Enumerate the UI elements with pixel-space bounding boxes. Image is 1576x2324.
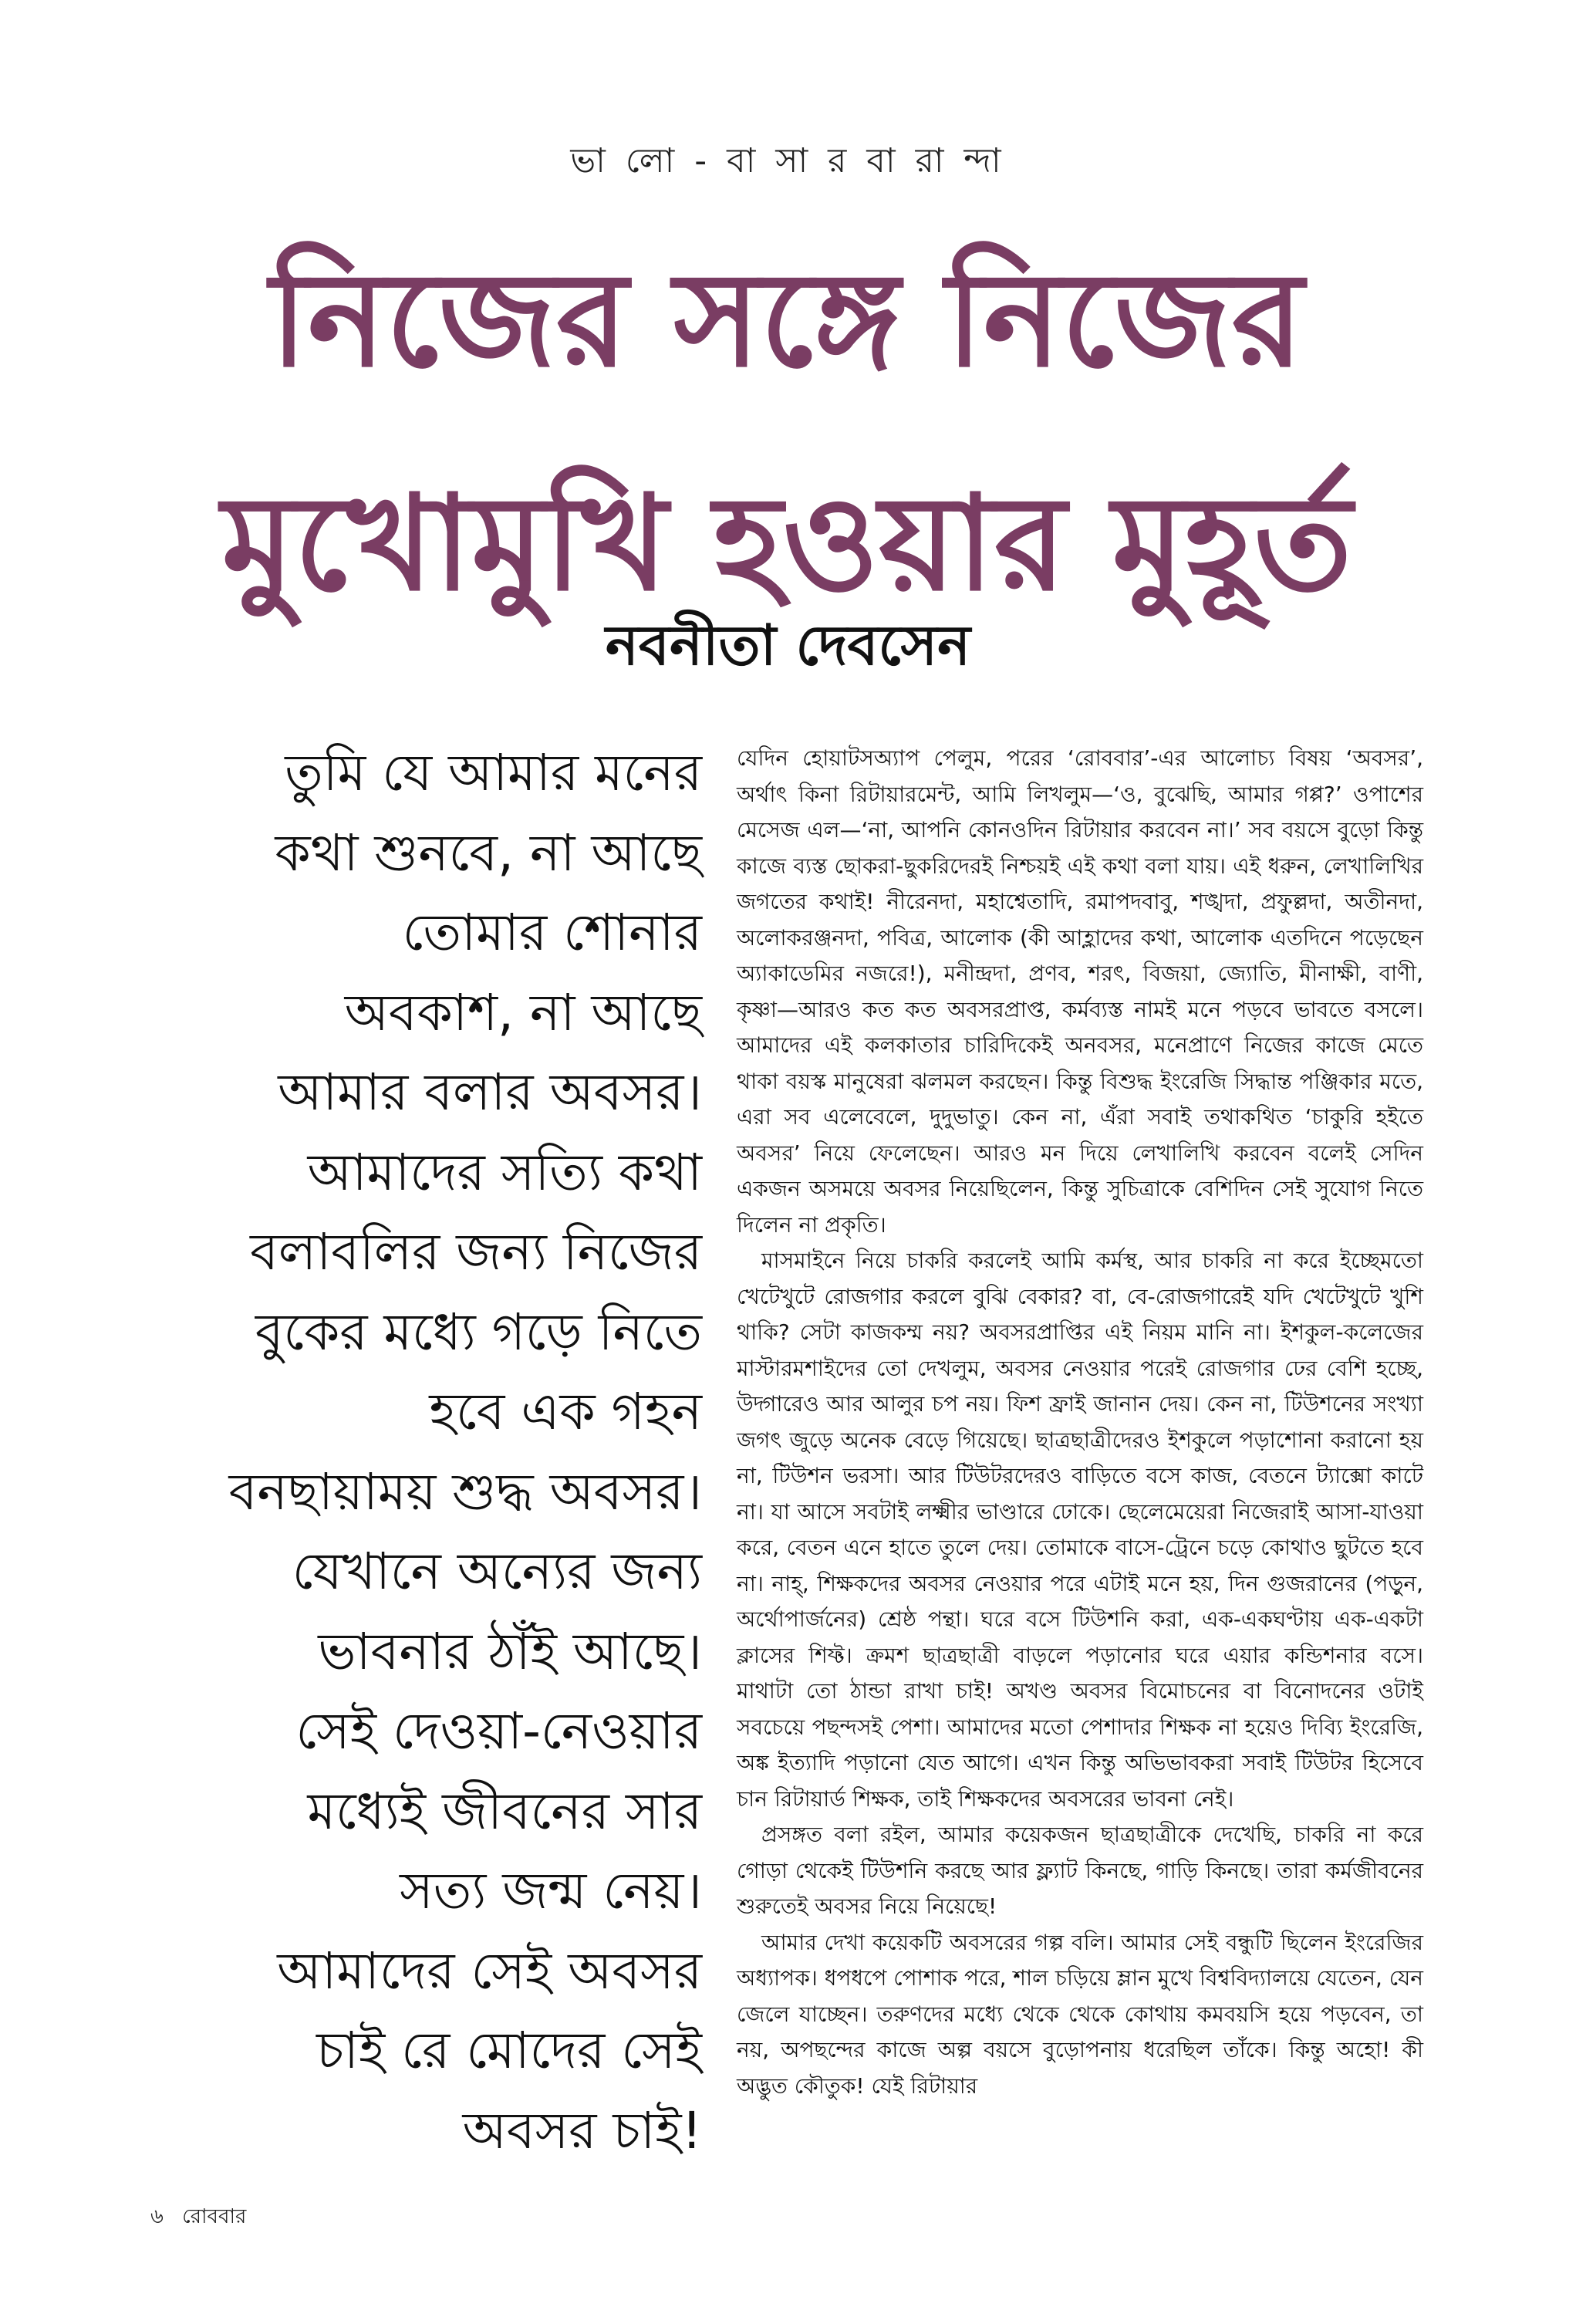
section-label: ভা লো - বা সা র বা রা ন্দা	[570, 141, 1006, 181]
pull-quote-line: ভাবনার ঠাঁই আছে।	[318, 1621, 702, 1681]
pull-quote-line: বুকের মধ্যে গড়ে নিতে	[255, 1302, 702, 1362]
pull-quote-line: তোমার শোনার	[402, 903, 702, 962]
pull-quote-line: অবকাশ, না আছে	[344, 982, 702, 1042]
pull-quote-line: আমাদের সেই অবসর	[277, 1941, 702, 2001]
pull-quote-line: সত্য জন্ম নেয়।	[400, 1861, 702, 1920]
body-paragraph: আমার দেখা কয়েকটি অবসরের গল্প বলি। আমার সেই বন্ধুটি ছিলেন ইংরেজির অধ্যাপক। ধপধপে পোশাক পরে, শাল চড়িয়ে ম্লান মুখে বিশ্ববিদ্যালয়ে যেতেন, যেন জেলে যাচ্ছেন। তরুণদের মধ্যে থেকে থেকে কোথায় কমবয়সি হয়ে পড়বেন, তা নয়, অপছন্দের কাজে অল্প বয়সে বুড়োপনায় ধরেছিল তাঁকে। কিন্তু অহো! কী অদ্ভুত কৌতুক! যেই রিটায়ার	[737, 1929, 1423, 2099]
author-byline: নবনীতা দেবসেন	[605, 613, 971, 677]
pull-quote-line: আমার বলার অবসর।	[278, 1062, 702, 1122]
pull-quote-line: বনছায়াময় শুদ্ধ অবসর।	[228, 1461, 702, 1522]
pull-quote-line: যেখানে অন্যের জন্য	[292, 1542, 702, 1601]
body-paragraph: যেদিন হোয়াটসঅ্যাপ পেলুম, পরের ‘রোববার’-এর আলোচ্য বিষয় ‘অবসর’, অর্থাৎ কিনা রিটায়ারমেন্ট, আমি লিখলুম—‘ও, বুঝেছি, আমার গপ্প?’ ওপাশের মেসেজ এল—‘না, আপনি কোনওদিন রিটায়ার করবেন না।’ সব বয়সে বুড়ো কিন্তু কাজে ব্যস্ত ছোকরা-ছুকরিদেরই নিশ্চয়ই এই কথা বলা যায়। এই ধরুন, লেখালিখির জগতের কথাই! নীরেনদা, মহাশ্বেতাদি, রমাপদবাবু, শঙ্খদা, প্রফুল্লদা, অতীনদা, অলোকরঞ্জনদা, পবিত্র, আলোক (কী আহ্লাদের কথা, আলোক এতদিনে পড়েছেন অ্যাকাডেমির নজরে!), মনীন্দ্রদা, প্রণব, শরৎ, বিজয়া, জ্যোতি, মীনাক্ষী, বাণী, কৃষ্ণা—আরও কত কত অবসরপ্রাপ্ত, কর্মব্যস্ত নামই মনে পড়বে ভাবতে বসলে। আমাদের এই কলকাতার চারিদিকেই অনবসর, মনেপ্রাণে নিজের কাজে মেতে থাকা বয়স্ক মানুষেরা ঝলমল করছেন। কিন্তু বিশুদ্ধ ইংরেজি সিদ্ধান্ত পঞ্জিকার মতে, এরা সব এলেবেলে, দুদুভাতু। কেন না, এঁরা সবাই তথাকথিত ‘চাকুরি হইতে অবসর’ নিয়ে ফেলেছেন। আরও মন দিয়ে লেখালিখি করবেন বলেই সেদিন একজন অসময়ে অবসর নিয়েছিলেন, কিন্তু সুচিত্রাকে বেশিদিন সেই সুযোগ নিতে দিলেন না প্রকৃতি।	[737, 745, 1423, 1238]
pull-quote-line: সেই দেওয়া-নেওয়ার	[295, 1701, 702, 1761]
article-body	[737, 741, 1423, 2104]
headline-line: মুখোমুখি হওয়ার মুহূর্ত	[221, 468, 1352, 620]
pull-quote-line: আমাদের সত্যি কথা	[307, 1142, 702, 1202]
page-number: ৬	[150, 2205, 164, 2228]
body-paragraph: মাসমাইনে নিয়ে চাকরি করলেই আমি কর্মস্থ, আর চাকরি না করে ইচ্ছেমতো খেটেখুটে রোজগার করলে বুঝি বেকার? বা, বে-রোজগারেই যদি খেটেখুটে খুশি থাকি? সেটা কাজকম্ম নয়? অবসরপ্রাপ্তির এই নিয়ম মানি না। ইশকুল-কলেজের মাস্টারমশাইদের তো দেখলুম, অবসর নেওয়ার পরেই রোজগার ঢের বেশি হচ্ছে, উদ্গারেও আর আলুর চপ নয়। ফিশ ফ্রাই জানান দেয়। কেন না, টিউশনের সংখ্যা জগৎ জুড়ে অনেক বেড়ে গিয়েছে। ছাত্রছাত্রীদেরও ইশকুলে পড়াশোনা করানো হয় না, টিউশন ভরসা। আর টিউটরদেরও বাড়িতে বসে কাজ, বেতনে ট্যাক্সো কাটে না। যা আসে সবটাই লক্ষ্মীর ভাণ্ডারে ঢোকে। ছেলেমেয়েরা নিজেরাই আসা-যাওয়া করে, বেতন এনে হাতে তুলে দেয়। তোমাকে বাসে-ট্রেনে চড়ে কোথাও ছুটতে হবে না। নাহ্, শিক্ষকদের অবসর নেওয়ার পরে এটাই মনে হয়, দিন গুজরানের (পড়ুন, অর্থোপার্জনের) শ্রেষ্ঠ পন্থা। ঘরে বসে টিউশনি করা, এক-একঘণ্টায় এক-একটা ক্লাসের শিফ্ট। ক্রমশ ছাত্রছাত্রী বাড়লে পড়ানোর ঘরে এয়ার কন্ডিশনার বসে। মাথাটা তো ঠান্ডা রাখা চাই! অখণ্ড অবসর বিমোচনের বা বিনোদনের ওটাই সবচেয়ে পছন্দসই পেশা। আমাদের মতো পেশাদার শিক্ষক না হয়েও দিব্যি ইংরেজি, অঙ্ক ইত্যাদি পড়ানো যেত আগে। এখন কিন্তু অভিভাবকরা সবাই টিউটর হিসেবে চান রিটায়ার্ড শিক্ষক, তাই শিক্ষকদের অবসরের ভাবনা নেই।	[737, 1248, 1423, 1812]
headline	[46, 208, 1527, 656]
pull-quote-line: হবে এক গহন	[429, 1382, 702, 1441]
pull-quote-line: বলাবলির জন্য নিজের	[250, 1222, 702, 1282]
pull-quote-line: অবসর চাই!	[462, 2100, 702, 2160]
pull-quote	[116, 733, 702, 2170]
page-footer	[150, 2201, 246, 2234]
pull-quote-line: মধ্যেই জীবনের সার	[307, 1781, 702, 1841]
publication-name: রোববার	[182, 2205, 247, 2228]
pull-quote-line: তুমি যে আমার মনের	[285, 743, 702, 802]
pull-quote-line: কথা শুনবে, না আছে	[275, 823, 702, 883]
body-paragraph: প্রসঙ্গত বলা রইল, আমার কয়েকজন ছাত্রছাত্রীকে দেখেছি, চাকরি না করে গোড়া থেকেই টিউশনি করছে আর ফ্ল্যাট কিনছে, গাড়ি কিনছে। তারা কর্মজীবনের শুরুতেই অবসর নিয়ে নিয়েছে!	[737, 1822, 1423, 1919]
headline-line: নিজের সঙ্গে নিজের	[270, 244, 1304, 397]
pull-quote-line: চাই রে মোদের সেই	[316, 2021, 702, 2080]
